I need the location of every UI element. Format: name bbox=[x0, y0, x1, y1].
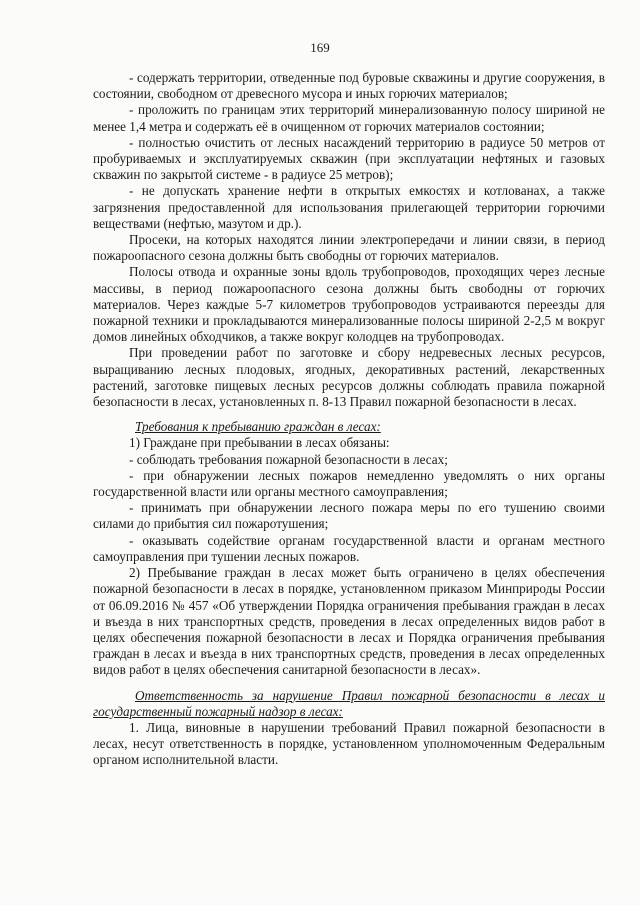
page-number: 169 bbox=[310, 40, 330, 55]
list-item: - оказывать содействие органам государственной власти и органам местного самоуправления при тушении лесных пожаров. bbox=[93, 532, 605, 564]
paragraph: - проложить по границам этих территорий минерализованную полосу шириной не менее 1,4 метра и содержать её в очищенном от горючих материалов состоянии; bbox=[93, 102, 605, 134]
list-item: 2) Пребывание граждан в лесах может быть ограничено в целях обеспечения пожарной безопасности в лесах в порядке, установленном приказом Минприроды России от 06.09.2016 № 457 «Об утверждении Порядка ограничения пребывания граждан в лесах и въезда в них транспортных средств, проведения в лесах определенных видов работ в целях обеспечения пожарной безопасности в лесах и Порядка ограничения пребывания граждан в лесах и въезда в них транспортных средств, проведения в лесах определенных видов работ в целях обеспечения санитарной безопасности в лесах». bbox=[93, 565, 605, 678]
paragraph: - не допускать хранение нефти в открытых емкостях и котлованах, а также загрязнения предоставленной для использования прилегающей территории горючими веществами (нефтью, мазутом и др.). bbox=[93, 183, 605, 231]
paragraph: При проведении работ по заготовке и сбору недревесных лесных ресурсов, выращиванию лесных плодовых, ягодных, декоративных растений, лекарственных растений, заготовке пищевых лесных ресурсов должны соблюдать правила пожарной безопасности в лесах, установленных п. 8-13 Правил пожарной безопасности в лесах. bbox=[93, 345, 605, 410]
section-heading-responsibility: Ответственность за нарушение Правил пожарной безопасности в лесах и государственный пожарный надзор в лесах: bbox=[93, 687, 605, 719]
section-heading-citizens: Требования к пребыванию граждан в лесах: bbox=[135, 419, 381, 435]
list-item: 1) Граждане при пребывании в лесах обязаны: bbox=[129, 435, 390, 451]
list-item: 1. Лица, виновные в нарушении требований Правил пожарной безопасности в лесах, несут ответственность в порядке, установленном уполномоченным Федеральным органом исполнительной власти. bbox=[93, 719, 605, 768]
list-item: - соблюдать требования пожарной безопасности в лесах; bbox=[129, 451, 448, 467]
list-item: - при обнаружении лесных пожаров немедленно уведомлять о них органы государственной власти или органы местного самоуправления; bbox=[93, 467, 605, 500]
document-body bbox=[93, 70, 605, 769]
list-item: - принимать при обнаружении лесного пожара меры по его тушению своими силами до прибытия сил пожаротушения; bbox=[93, 500, 605, 532]
paragraph: - полностью очистить от лесных насаждений территорию в радиусе 50 метров от пробуриваемых и эксплуатируемых скважин (при эксплуатации нефтяных и газовых скважин по закрытой системе - в радиусе 25 метров); bbox=[93, 134, 605, 183]
paragraph: Полосы отвода и охранные зоны вдоль трубопроводов, проходящих через лесные массивы, в период пожароопасного сезона должны быть свободны от горючих материалов. Через каждые 5-7 километров трубопроводов устраиваются переезды для пожарной техники и прокладываются минерализованные полосы шириной 2-2,5 м вокруг домов линейных обходчиков, а также вокруг колодцев на трубопроводах. bbox=[93, 264, 605, 345]
paragraph: Просеки, на которых находятся линии электропередачи и линии связи, в период пожароопасного сезона должны быть свободны от горючих материалов. bbox=[93, 232, 605, 264]
paragraph: - содержать территории, отведенные под буровые скважины и другие сооружения, в состоянии, свободном от древесного мусора и иных горючих материалов; bbox=[93, 70, 605, 102]
